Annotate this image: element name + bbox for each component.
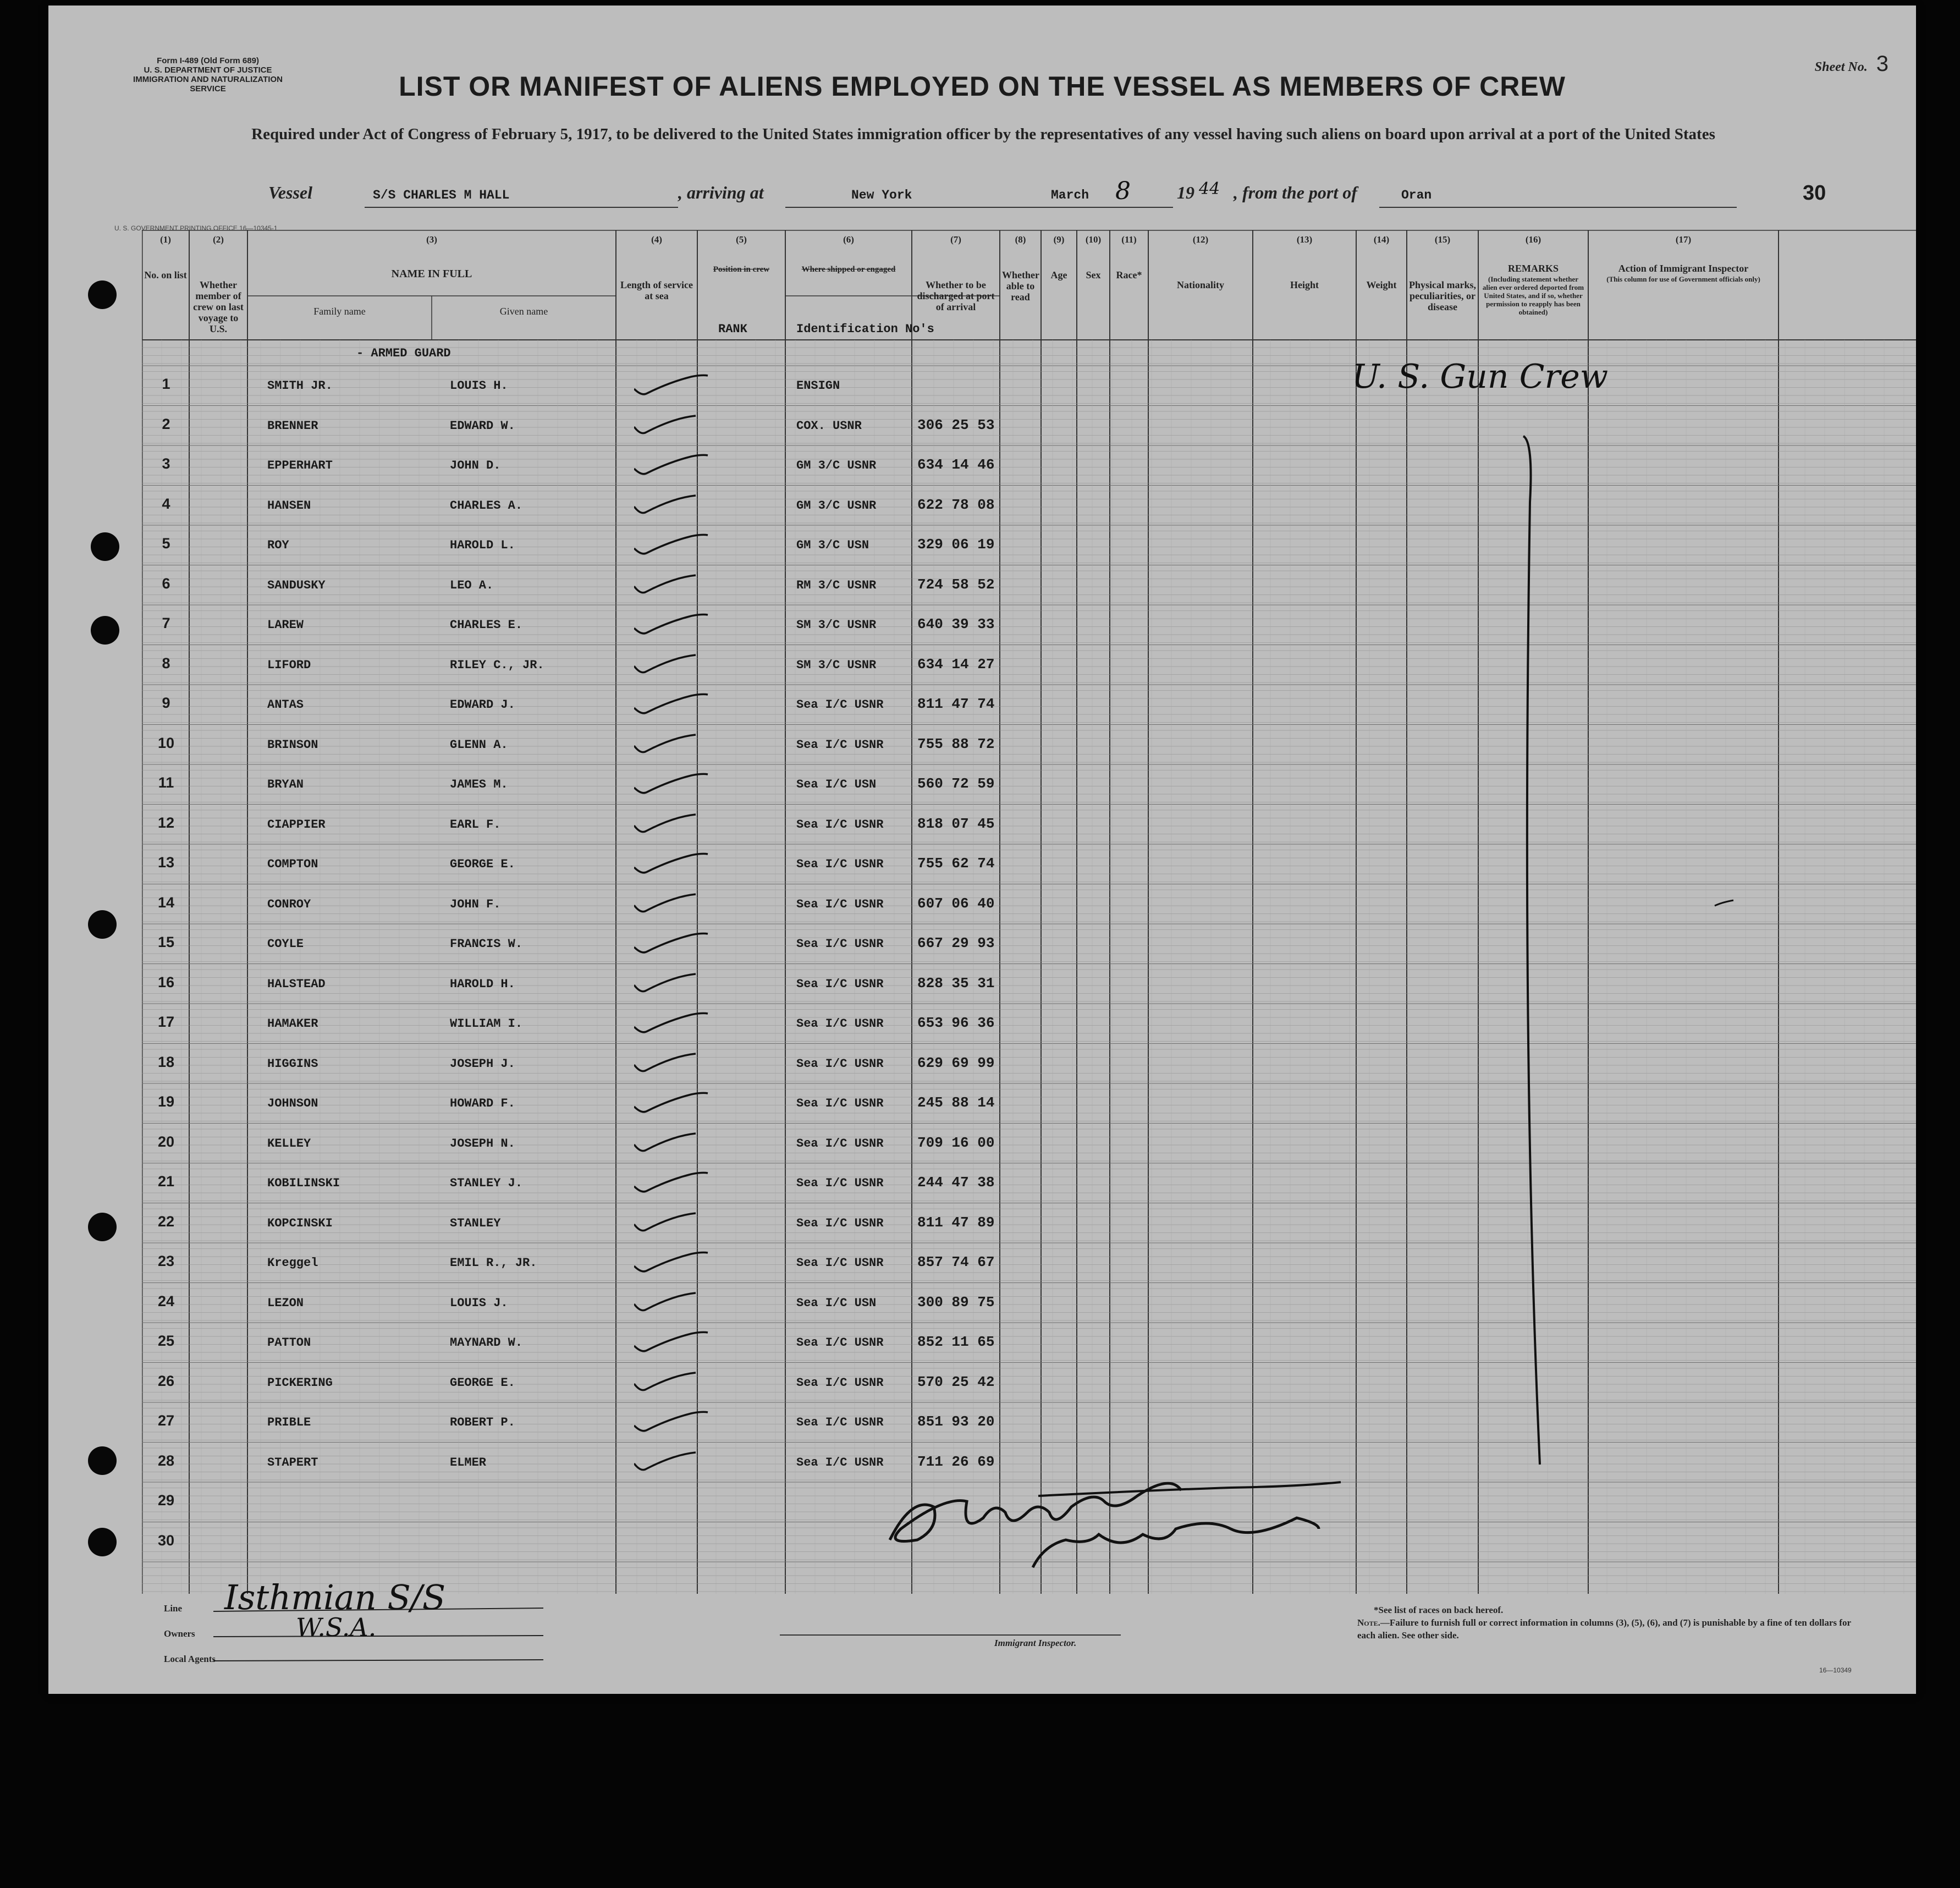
- column-header: Position in crew: [713, 265, 770, 274]
- column-header: Nationality: [1176, 279, 1224, 290]
- row-number: 12: [157, 814, 175, 831]
- row-number: 4: [162, 495, 170, 512]
- rank: RM 3/C USNR: [796, 578, 877, 592]
- table-row: [142, 933, 1916, 957]
- given-name: JOSEPH N.: [450, 1136, 515, 1151]
- line-value: Isthmian S/S: [224, 1577, 446, 1617]
- table-row: [142, 1491, 1916, 1515]
- family-name: BRYAN: [267, 778, 304, 791]
- table-row: [142, 454, 1916, 478]
- table-row: [142, 1451, 1916, 1476]
- identification-number: 857 74 67: [917, 1254, 995, 1270]
- column-header: Where shipped or engaged: [801, 265, 896, 274]
- row-number: 30: [157, 1532, 175, 1549]
- column-header: No. on list: [144, 269, 187, 280]
- given-name: CHARLES A.: [450, 498, 523, 513]
- row-number: 16: [157, 973, 175, 990]
- column-header: Weight: [1366, 279, 1397, 290]
- column-number: (1): [160, 234, 171, 245]
- year-prefix: 19: [1177, 183, 1194, 202]
- given-name: JOHN D.: [450, 459, 501, 472]
- family-name: LAREW: [267, 618, 304, 632]
- table-row: [142, 853, 1916, 877]
- family-name: LEZON: [267, 1296, 304, 1310]
- identification-number: 629 69 99: [917, 1054, 995, 1071]
- family-name: ROY: [267, 538, 289, 552]
- check-mark: [634, 532, 722, 556]
- check-mark: [634, 1329, 722, 1353]
- identification-number: 724 58 52: [917, 576, 995, 593]
- column-typed-heading: Identification No's: [796, 322, 934, 336]
- check-mark: [634, 731, 722, 756]
- table-row: [142, 614, 1916, 638]
- table-row: [142, 534, 1916, 558]
- rank: GM 3/C USNR: [796, 498, 877, 513]
- vessel-line: [268, 177, 1863, 210]
- rank: Sea I/C USNR: [796, 1455, 884, 1469]
- given-name: GEORGE E.: [450, 857, 515, 871]
- row-number: 24: [157, 1292, 175, 1309]
- check-mark: [634, 771, 722, 795]
- identification-number: 755 88 72: [917, 735, 995, 752]
- identification-number: 300 89 75: [917, 1293, 995, 1311]
- family-name: BRINSON: [267, 737, 318, 752]
- identification-number: 811 47 74: [917, 696, 995, 712]
- given-name: EDWARD W.: [450, 419, 515, 433]
- identification-number: 560 72 59: [917, 775, 995, 792]
- family-name: KOBILINSKI: [267, 1176, 340, 1190]
- row-number: 20: [157, 1133, 175, 1150]
- page-title: LIST OR MANIFEST OF ALIENS EMPLOYED ON THE VESSEL AS MEMBERS OF CREW: [399, 71, 1566, 102]
- row-number: 22: [157, 1213, 175, 1230]
- table-row: [142, 1372, 1916, 1396]
- rank: Sea I/C USNR: [796, 817, 884, 832]
- arrival-month-value: March: [1051, 188, 1089, 202]
- vessel-value: S/S CHARLES M HALL: [373, 188, 510, 202]
- column-header: Age: [1050, 269, 1067, 280]
- identification-number: 622 78 08: [917, 496, 995, 513]
- rank: Sea I/C USNR: [796, 1375, 884, 1390]
- row-number: 27: [157, 1412, 175, 1429]
- row-number: 13: [157, 854, 175, 871]
- rank: Sea I/C USNR: [796, 857, 884, 871]
- column-number: (17): [1675, 234, 1692, 245]
- family-name: EPPERHART: [267, 459, 333, 472]
- row-number: 15: [157, 934, 175, 950]
- identification-number: 329 06 19: [917, 536, 995, 553]
- table-row: [142, 1531, 1916, 1555]
- table-row: [142, 1212, 1916, 1236]
- rank: Sea I/C USNR: [796, 897, 884, 911]
- given-name: GLENN A.: [450, 737, 508, 752]
- table-row: [142, 654, 1916, 678]
- row-number: 3: [162, 455, 170, 472]
- column-subnote: (Including statement whether alien ever ordered deported from United States, and if so, whether permission to reapply has been obtained): [1482, 275, 1584, 316]
- manifest-sheet: [48, 5, 1916, 1694]
- table-row: [142, 415, 1916, 439]
- binder-hole: [88, 1528, 117, 1556]
- binder-hole: [91, 532, 119, 561]
- column-subheader: Family name: [313, 306, 366, 317]
- given-name: HOWARD F.: [450, 1097, 515, 1110]
- table-row: [142, 1132, 1916, 1157]
- note-text: —Failure to furnish full or correct information in columns (3), (5), (6), and (7) is punishable by a fine of ten dollars for each alien. See other side.: [1357, 1617, 1851, 1641]
- check-mark: [634, 1050, 722, 1075]
- row-number: 5: [162, 535, 170, 552]
- column-subheader: Given name: [499, 306, 548, 317]
- rank: Sea I/C USNR: [796, 1216, 884, 1230]
- row-number: 28: [157, 1452, 175, 1469]
- family-name: KOPCINSKI: [267, 1216, 333, 1230]
- row-number: 7: [162, 615, 170, 631]
- check-mark: [634, 412, 722, 437]
- table-row: [142, 1252, 1916, 1276]
- row-number: 25: [157, 1333, 175, 1349]
- row-number: 14: [157, 894, 175, 911]
- check-mark: [634, 691, 722, 715]
- check-mark: [634, 891, 722, 915]
- check-mark: [634, 1010, 722, 1034]
- identification-number: 818 07 45: [917, 815, 995, 832]
- rank: Sea I/C USNR: [796, 1017, 884, 1031]
- given-name: EMIL R., JR.: [450, 1256, 537, 1270]
- given-name: ELMER: [450, 1455, 487, 1469]
- binder-hole: [88, 1446, 117, 1475]
- column-number: (2): [213, 234, 224, 245]
- family-name: BRENNER: [267, 419, 318, 433]
- given-name: RILEY C., JR.: [450, 658, 544, 672]
- identification-number: 755 62 74: [917, 855, 995, 872]
- identification-number: 634 14 46: [917, 456, 995, 473]
- rank: COX. USNR: [796, 419, 862, 433]
- identification-number: 245 88 14: [917, 1094, 995, 1111]
- row-number: 6: [162, 575, 170, 592]
- check-mark: [634, 572, 722, 596]
- row-number: 18: [157, 1053, 175, 1070]
- column-header: Whether to be discharged at port of arrival: [917, 279, 995, 312]
- given-name: STANLEY J.: [450, 1176, 523, 1190]
- check-mark: [634, 452, 722, 476]
- section-heading: - ARMED GUARD: [356, 346, 451, 360]
- family-name: HALSTEAD: [267, 977, 326, 991]
- column-header: Physical marks, peculiarities, or disease: [1409, 279, 1477, 312]
- given-name: WILLIAM I.: [450, 1017, 523, 1031]
- sheet-label: Sheet No.: [1814, 60, 1868, 74]
- identification-number: 244 47 38: [917, 1174, 995, 1191]
- identification-number: 667 29 93: [917, 935, 995, 951]
- page-subtitle: Required under Act of Congress of February 5, 1917, to be delivered to the United States immigration officer by the representatives of any vessel having such aliens on board upon arrival at a port of the United States: [251, 125, 1715, 143]
- rank: Sea I/C USNR: [796, 1136, 884, 1151]
- table-row: [142, 1172, 1916, 1196]
- family-name: LIFORD: [267, 658, 311, 672]
- check-mark: [634, 851, 722, 875]
- sheet-value: 3: [1876, 52, 1889, 76]
- rank: Sea I/C USNR: [796, 698, 884, 712]
- arrival-day-value: 8: [1115, 177, 1131, 205]
- check-mark: [634, 1090, 722, 1114]
- page-total: 30: [1803, 181, 1826, 205]
- row-number: 29: [157, 1492, 175, 1509]
- check-mark: [634, 811, 722, 835]
- given-name: JOSEPH J.: [450, 1056, 515, 1071]
- given-name: JAMES M.: [450, 778, 508, 791]
- identification-number: 640 39 33: [917, 616, 995, 632]
- row-number: 2: [162, 415, 170, 432]
- binder-hole: [88, 1213, 117, 1241]
- column-number: (7): [950, 234, 961, 245]
- given-name: ROBERT P.: [450, 1416, 515, 1429]
- column-header: Race*: [1116, 269, 1142, 280]
- row-number: 9: [162, 695, 170, 711]
- row-number: 21: [157, 1173, 175, 1190]
- column-number: (4): [651, 234, 662, 245]
- family-name: COYLE: [267, 937, 304, 951]
- column-number: (6): [843, 234, 854, 245]
- identification-number: 653 96 36: [917, 1015, 995, 1031]
- identification-number: 828 35 31: [917, 975, 995, 992]
- arrival-port-value: New York: [851, 188, 912, 202]
- column-number: (9): [1053, 234, 1065, 245]
- column-header: NAME IN FULL: [391, 268, 472, 280]
- family-name: Kreggel: [267, 1256, 318, 1270]
- owners-label: Owners: [164, 1628, 195, 1639]
- form-id-line: Form I-489 (Old Form 689): [157, 56, 259, 65]
- rank: ENSIGN: [796, 379, 840, 393]
- identification-number: 607 06 40: [917, 895, 995, 912]
- row-number: 8: [162, 654, 170, 671]
- identification-number: 306 25 53: [917, 416, 995, 433]
- table-row: [142, 574, 1916, 598]
- table-row: [142, 1012, 1916, 1037]
- row-number: 11: [158, 774, 174, 791]
- check-mark: [634, 492, 722, 516]
- rank: GM 3/C USNR: [796, 459, 877, 472]
- table-row: [142, 1331, 1916, 1356]
- identification-number: 634 14 27: [917, 656, 995, 673]
- given-name: EARL F.: [450, 817, 501, 832]
- form-id-line: U. S. DEPARTMENT OF JUSTICE: [144, 65, 272, 75]
- from-port-value: Oran: [1401, 188, 1432, 202]
- column-header: Whether able to read: [1002, 269, 1039, 302]
- column-number: (16): [1525, 234, 1541, 245]
- column-header: Length of service at sea: [620, 279, 693, 301]
- rank: Sea I/C USNR: [796, 1256, 884, 1270]
- table-row: [142, 1053, 1916, 1077]
- note-label: Note.: [1357, 1617, 1380, 1628]
- footer-notes: [1357, 1604, 1852, 1642]
- identification-number: 711 26 69: [917, 1453, 995, 1470]
- table-row: [142, 773, 1916, 797]
- table-row: [142, 494, 1916, 519]
- family-name: STAPERT: [267, 1455, 318, 1469]
- binder-hole: [88, 280, 117, 309]
- vessel-label: Vessel: [268, 183, 312, 202]
- row-number: 26: [157, 1372, 175, 1389]
- given-name: HAROLD H.: [450, 977, 515, 991]
- form-code: 16—10349: [1819, 1666, 1852, 1674]
- row-number: 19: [157, 1093, 175, 1110]
- family-name: COMPTON: [267, 857, 318, 871]
- table-row: [142, 375, 1916, 399]
- remarks-handwritten: U. S. Gun Crew: [1352, 357, 1609, 396]
- given-name: LEO A.: [450, 578, 494, 592]
- given-name: CHARLES E.: [450, 618, 523, 632]
- given-name: EDWARD J.: [450, 698, 515, 712]
- column-subnote: (This column for use of Government officials only): [1606, 275, 1760, 283]
- column-number: (13): [1296, 234, 1313, 245]
- printing-office: U. S. GOVERNMENT PRINTING OFFICE 16—10345-1: [114, 224, 278, 232]
- column-number: (15): [1434, 234, 1451, 245]
- check-mark: [634, 1250, 722, 1274]
- rank: Sea I/C USN: [796, 1296, 877, 1310]
- rank: Sea I/C USNR: [796, 737, 884, 752]
- rank: GM 3/C USN: [796, 538, 869, 552]
- check-mark: [634, 1210, 722, 1234]
- agents-label: Local Agents: [164, 1654, 216, 1664]
- column-header: Action of Immigrant Inspector: [1618, 263, 1749, 274]
- column-header: REMARKS: [1507, 263, 1559, 274]
- rank: Sea I/C USNR: [796, 1176, 884, 1190]
- check-mark: [634, 1290, 722, 1314]
- identification-number: 811 47 89: [917, 1214, 995, 1231]
- table-row: [142, 734, 1916, 758]
- family-name: CONROY: [267, 897, 311, 911]
- check-mark: [634, 612, 722, 636]
- rank: Sea I/C USNR: [796, 977, 884, 991]
- family-name: CIAPPIER: [267, 817, 326, 832]
- binder-hole: [88, 910, 117, 939]
- rank: Sea I/C USNR: [796, 1336, 884, 1350]
- column-number: (8): [1015, 234, 1026, 245]
- rank: SM 3/C USNR: [796, 618, 877, 632]
- given-name: JOHN F.: [450, 897, 501, 911]
- arriving-label: , arriving at: [678, 183, 764, 202]
- table-row: [142, 973, 1916, 997]
- table-row: [142, 1092, 1916, 1116]
- check-mark: [634, 971, 722, 995]
- column-header: Sex: [1086, 269, 1101, 280]
- crew-table: [142, 230, 1916, 1594]
- rank: Sea I/C USNR: [796, 1056, 884, 1071]
- identification-number: 570 25 42: [917, 1373, 995, 1390]
- family-name: JOHNSON: [267, 1097, 318, 1110]
- binder-hole: [91, 616, 119, 645]
- identification-number: 709 16 00: [917, 1134, 995, 1151]
- column-number: (5): [736, 234, 747, 245]
- rank: Sea I/C USNR: [796, 937, 884, 951]
- given-name: LOUIS J.: [450, 1296, 508, 1310]
- row-number: 10: [157, 734, 175, 751]
- table-row: [142, 1292, 1916, 1316]
- family-name: PATTON: [267, 1336, 311, 1350]
- check-mark: [634, 1170, 722, 1194]
- family-name: HANSEN: [267, 498, 311, 513]
- signature-name: [895, 1471, 900, 1472]
- check-mark: [634, 652, 722, 676]
- family-name: SANDUSKY: [267, 578, 326, 592]
- column-number: (12): [1192, 234, 1209, 245]
- form-id-line: IMMIGRATION AND NATURALIZATION SERVICE: [133, 75, 283, 93]
- table-row: [142, 693, 1916, 718]
- rank: Sea I/C USN: [796, 778, 877, 791]
- table-row: [142, 893, 1916, 917]
- family-name: KELLEY: [267, 1136, 311, 1151]
- row-number: 17: [157, 1014, 175, 1030]
- owners-value: W.S.A.: [296, 1612, 377, 1642]
- table-row: [142, 1411, 1916, 1435]
- column-number: (10): [1085, 234, 1102, 245]
- races-note: *See list of races on back hereof.: [1374, 1605, 1504, 1615]
- given-name: LOUIS H.: [450, 379, 508, 393]
- given-name: MAYNARD W.: [450, 1336, 523, 1350]
- inspector-label: Immigrant Inspector.: [994, 1638, 1077, 1648]
- family-name: HIGGINS: [267, 1056, 318, 1071]
- family-name: HAMAKER: [267, 1017, 318, 1031]
- column-number: (14): [1373, 234, 1390, 245]
- rank: Sea I/C USNR: [796, 1416, 884, 1429]
- check-mark: [634, 1369, 722, 1394]
- check-mark: [634, 1449, 722, 1473]
- given-name: FRANCIS W.: [450, 937, 523, 951]
- column-header: Whether member of crew on last voyage to U.S.: [193, 279, 244, 334]
- given-name: HAROLD L.: [450, 538, 515, 552]
- table-row: [142, 813, 1916, 838]
- row-number: 1: [162, 376, 170, 392]
- column-header: Height: [1290, 279, 1319, 290]
- check-mark: [634, 1130, 722, 1154]
- year-suffix: 44: [1199, 179, 1220, 199]
- family-name: PICKERING: [267, 1375, 333, 1390]
- family-name: ANTAS: [267, 698, 304, 712]
- rank: SM 3/C USNR: [796, 658, 877, 672]
- family-name: SMITH JR.: [267, 379, 333, 393]
- from-port-label: , from the port of: [1234, 183, 1357, 202]
- given-name: GEORGE E.: [450, 1375, 515, 1390]
- check-mark: [634, 1409, 722, 1433]
- identification-number: 851 93 20: [917, 1413, 995, 1430]
- line-label: Line: [164, 1603, 183, 1614]
- identification-number: 852 11 65: [917, 1334, 995, 1350]
- column-number: (11): [1121, 234, 1137, 245]
- rank: Sea I/C USNR: [796, 1097, 884, 1110]
- column-typed-heading: RANK: [718, 322, 747, 336]
- check-mark: [634, 931, 722, 955]
- column-number: (3): [426, 234, 437, 245]
- family-name: PRIBLE: [267, 1416, 311, 1429]
- check-mark: [634, 372, 722, 397]
- given-name: STANLEY: [450, 1216, 501, 1230]
- row-number: 23: [157, 1253, 175, 1269]
